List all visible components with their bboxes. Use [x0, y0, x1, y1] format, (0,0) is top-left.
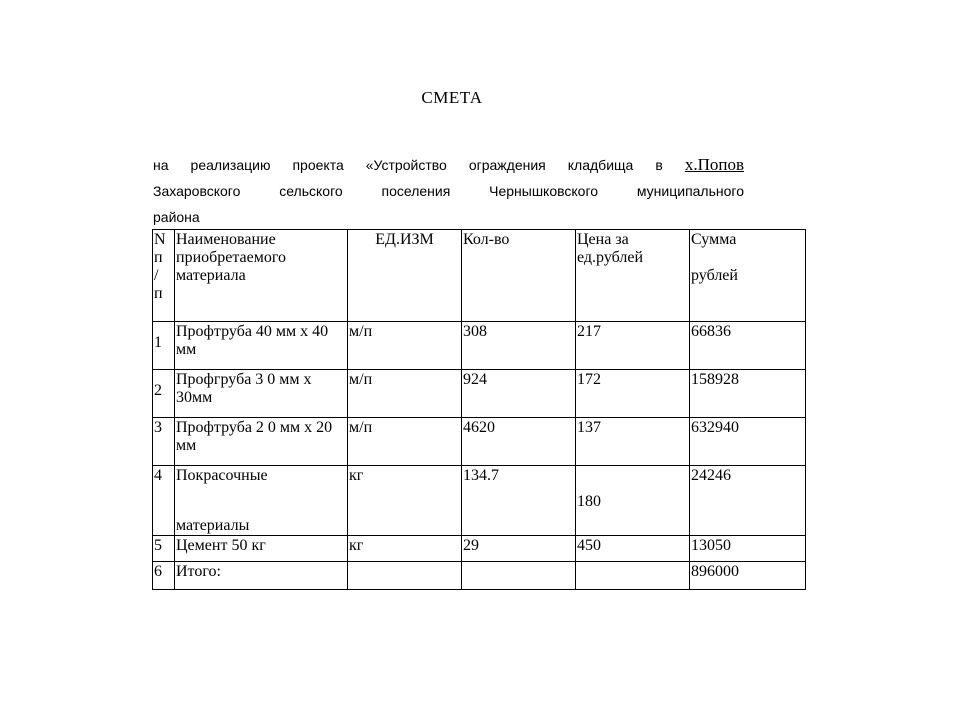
header-unit: ЕД.ИЗМ [348, 230, 462, 322]
row-qty [462, 562, 576, 590]
row-num: 2 [153, 370, 175, 418]
row-num: 4 [153, 466, 175, 536]
row-num: 1 [153, 322, 175, 370]
header-sum-line-2: рублей [691, 267, 738, 284]
header-num-part: п [154, 249, 163, 266]
row-price: 172 [576, 370, 690, 418]
row-sum: 24246 [690, 466, 806, 536]
header-sum-line-1: Сумма [691, 231, 737, 248]
row-name: Профтруба 2 0 мм х 20 мм [175, 418, 348, 466]
row-qty: 4620 [462, 418, 576, 466]
row-price: 137 [576, 418, 690, 466]
document-title: СМЕТА [421, 88, 483, 107]
table-total-row [153, 562, 806, 590]
row-price: 450 [576, 536, 690, 562]
row-unit: м/п [348, 322, 462, 370]
row-name-line-1: Покрасочные [176, 467, 268, 484]
subtitle-text-1: на реализацию проекта «Устройство ограждения кладбища в [153, 157, 663, 173]
header-name: Наименование приобретаемого материала [175, 230, 348, 322]
row-unit: кг [348, 536, 462, 562]
header-qty: Кол-во [462, 230, 576, 322]
table-row [153, 536, 806, 562]
row-unit: м/п [348, 418, 462, 466]
row-num: 6 [153, 562, 175, 590]
row-sum: 158928 [690, 370, 806, 418]
row-price: 217 [576, 322, 690, 370]
row-unit [348, 562, 462, 590]
row-name [175, 466, 348, 536]
row-num: 3 [153, 418, 175, 466]
header-num [153, 230, 175, 322]
total-label: Итого: [175, 562, 348, 590]
row-qty: 134.7 [462, 466, 576, 536]
row-unit: м/п [348, 370, 462, 418]
subtitle-line-1 [153, 152, 744, 178]
table-header-row [153, 230, 806, 322]
row-sum: 66836 [690, 322, 806, 370]
row-qty: 29 [462, 536, 576, 562]
table-row [153, 370, 806, 418]
subtitle-place: х.Попов [684, 155, 745, 174]
row-qty: 308 [462, 322, 576, 370]
document-subtitle [153, 152, 744, 230]
header-num-part: / [154, 267, 159, 284]
table-row [153, 322, 806, 370]
row-num: 5 [153, 536, 175, 562]
table-row [153, 418, 806, 466]
row-price-value: 180 [577, 493, 601, 510]
row-name: Профтруба 40 мм х 40 мм [175, 322, 348, 370]
header-num-part: п [154, 285, 163, 302]
row-sum: 632940 [690, 418, 806, 466]
row-qty: 924 [462, 370, 576, 418]
header-sum [690, 230, 806, 322]
header-num-part: N [154, 231, 166, 248]
row-name: Цемент 50 кг [175, 536, 348, 562]
row-name: Профгруба 3 0 мм х 30мм [175, 370, 348, 418]
subtitle-line-2: Захаровского сельского поселения Чернышковского муниципального [153, 183, 744, 199]
table-row [153, 466, 806, 536]
row-unit: кг [348, 466, 462, 536]
estimate-table [152, 229, 806, 590]
row-sum: 13050 [690, 536, 806, 562]
header-price: Цена за ед.рублей [576, 230, 690, 322]
subtitle-line-3: района [153, 209, 200, 225]
row-price [576, 466, 690, 536]
row-name-line-2: материалы [176, 517, 250, 534]
total-sum: 896000 [690, 562, 806, 590]
row-price [576, 562, 690, 590]
